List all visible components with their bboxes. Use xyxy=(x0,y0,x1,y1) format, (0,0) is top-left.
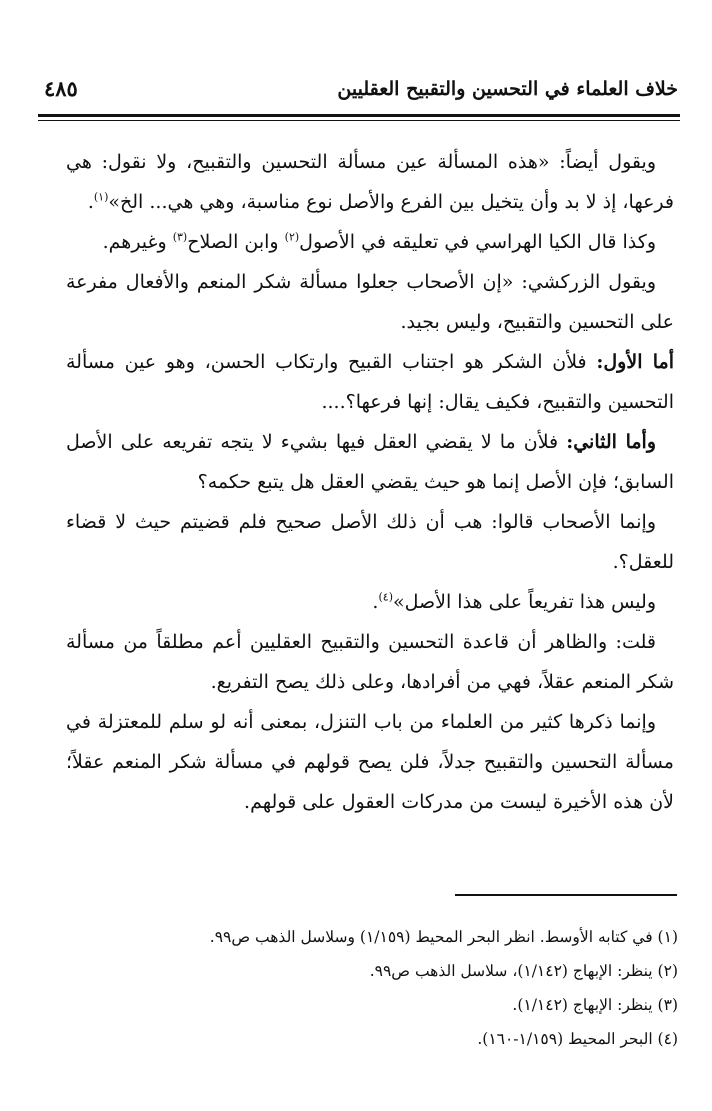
footnote-ref: (١) xyxy=(93,190,109,204)
paragraph-9: وإنما ذكرها كثير من العلماء من باب التنزل، بمعنى أنه لو سلم للمعتزلة في مسألة التحسين والتقبيح جدلاً، فلن يصح قولهم في مسألة شكر المنعم عقلاً؛ لأن هذه الأخيرة ليست من مدركات العقول على قولهم. xyxy=(66,711,674,813)
footnote-ref: (٤) xyxy=(378,590,393,604)
lead-phrase: وأما الثاني: xyxy=(566,431,656,453)
lead-phrase: أما الأول: xyxy=(596,351,675,373)
paragraph-1: ويقول أيضاً: «هذه المسألة عين مسألة التحسين والتقبيح، ولا نقول: هي فرعها، إذ لا بد وأن يتخيل بين الفرع والأصل نوع مناسبة، وهي هي... الخ»$^{(١)}$. xyxy=(66,151,674,213)
running-title: خلاف العلماء في التحسين والتقبيح العقليين xyxy=(337,78,678,100)
paragraph-2: وكذا قال الكيا الهراسي في تعليقه في الأصول$^{(٢)}$ وابن الصلاح$^{(٣)}$ وغيرهم. xyxy=(102,230,656,253)
paragraph-5: وأما الثاني: فلأن ما لا يقضي العقل فيها بشيء لا يتجه تفريعه على الأصل السابق؛ فإن الأصل إنما هو حيث يقضي العقل هل يتبع حكمه؟ xyxy=(66,431,674,493)
body-text xyxy=(66,142,674,822)
footnote-4: (٤) البحر المحيط (١/١٥٩-١٦٠). xyxy=(477,1030,678,1048)
paragraph-6: وإنما الأصحاب قالوا: هب أن ذلك الأصل صحيح فلم قضيتم حيث لا قضاء للعقل؟. xyxy=(66,511,674,573)
paragraph-4: أما الأول: فلأن الشكر هو اجتناب القبيح وارتكاب الحسن، وهو عين مسألة التحسين والتقبيح، فكيف يقال: إنها فرعها؟.... xyxy=(66,351,675,413)
footnote-ref: (٣) xyxy=(172,230,188,244)
footnote-1: (١) في كتابه الأوسط. انظر البحر المحيط (١/١٥٩) وسلاسل الذهب ص٩٩. xyxy=(209,928,678,946)
footnotes xyxy=(70,920,678,1056)
footnote-2: (٢) ينظر: الإبهاج (١/١٤٢)، سلاسل الذهب ص٩٩. xyxy=(369,962,678,980)
paragraph-3: ويقول الزركشي: «إن الأصحاب جعلوا مسألة شكر المنعم والأفعال مفرعة على التحسين والتقبيح، وليس بجيد. xyxy=(66,271,674,333)
paragraph-7: وليس هذا تفريعاً على هذا الأصل»$^{(٤)}$. xyxy=(372,590,656,613)
header-rule-thick xyxy=(38,114,680,117)
page-header xyxy=(38,76,678,112)
footnote-separator xyxy=(455,894,677,896)
paragraph-8: قلت: والظاهر أن قاعدة التحسين والتقبيح العقليين أعم مطلقاً من مسألة شكر المنعم عقلاً، فهي من أفرادها، وعلى ذلك يصح التفريع. xyxy=(66,631,674,693)
page-number: ٤٨٥ xyxy=(44,76,78,101)
footnote-ref: (٢) xyxy=(284,230,300,244)
header-rule-thin xyxy=(38,120,680,121)
footnote-3: (٣) ينظر: الإبهاج (١/١٤٢). xyxy=(512,996,678,1014)
